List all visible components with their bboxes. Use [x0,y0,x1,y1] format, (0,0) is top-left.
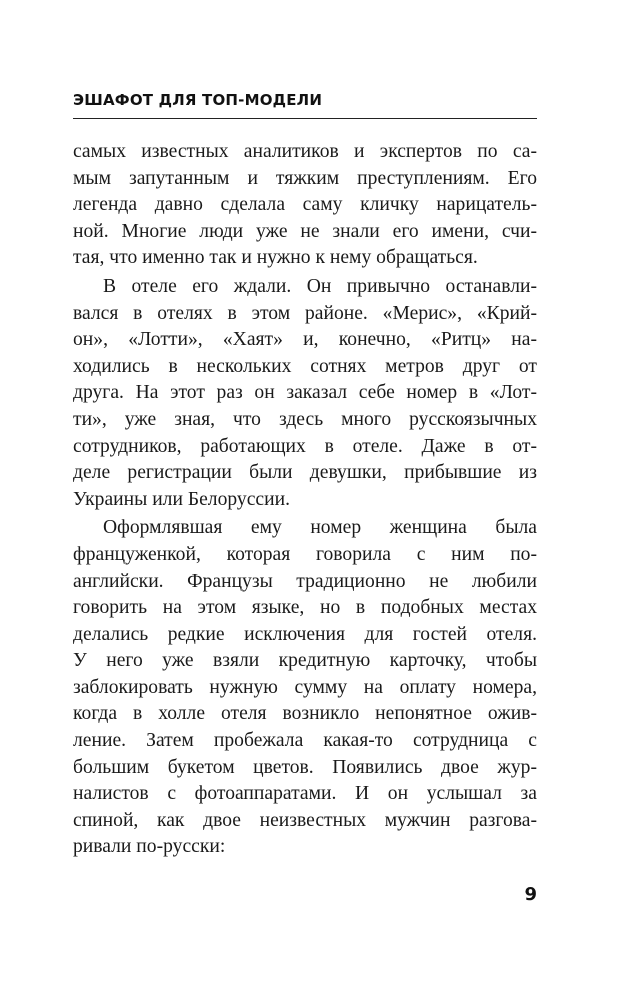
text-line: самых известных аналитиков и экспертов по са- [73,141,537,162]
text-line: спиной, как двое неизвестных мужчин разгова- [73,809,537,831]
body-text [73,139,537,861]
text-line: ти», уже зная, что здесь много русскоязычных [73,408,537,430]
text-line: вался в отелях в этом районе. «Мерис», «Крий- [73,302,537,324]
text-line: заблокировать нужную сумму на оплату номера, [73,676,537,698]
page-number: 9 [524,884,537,905]
text-line: ходились в нескольких сотнях метров друг от [73,355,537,377]
text-line: легенда давно сделала саму кличку нарицатель- [73,194,537,216]
text-line: делались редкие исключения для гостей отеля. [73,623,537,645]
paragraph [73,274,537,513]
text-line: Оформлявшая ему номер женщина была [103,517,537,539]
text-line: ривали по-русски: [73,836,226,858]
text-line: француженкой, которая говорила с ним по- [73,543,537,565]
header-rule [73,118,537,119]
text-line: В отеле его ждали. Он привычно останавли- [103,275,537,297]
paragraph [73,139,537,272]
text-line: ление. Затем пробежала какая-то сотрудница с [73,730,537,752]
text-line: ной. Многие люди уже не знали его имени, счи- [73,220,537,242]
paragraph [73,515,537,861]
text-line: друга. На этот раз он заказал себе номер в «Лот- [73,382,537,404]
text-line: тая, что именно так и нужно к нему обращаться. [73,247,478,269]
text-line: он», «Лотти», «Хаят» и, конечно, «Ритц» на- [73,329,537,351]
running-header: ЭШАФОТ ДЛЯ ТОП-МОДЕЛИ [73,91,323,109]
text-line: деле регистрации были девушки, прибывшие из [73,462,537,484]
text-line: говорить на этом языке, но в подобных местах [73,597,537,619]
text-line: У него уже взяли кредитную карточку, чтобы [73,650,537,672]
text-line: сотрудников, работающих в отеле. Даже в от- [73,435,537,457]
text-line: когда в холле отеля возникло непонятное ожив- [73,703,537,725]
text-line: мым запутанным и тяжким преступлениям. Его [73,167,537,189]
text-line: большим букетом цветов. Появились двое жур- [73,756,537,778]
text-line: английски. Французы традиционно не любили [73,570,537,592]
text-line: налистов с фотоаппаратами. И он услышал за [73,783,537,805]
text-line: Украины или Белоруссии. [73,488,290,510]
